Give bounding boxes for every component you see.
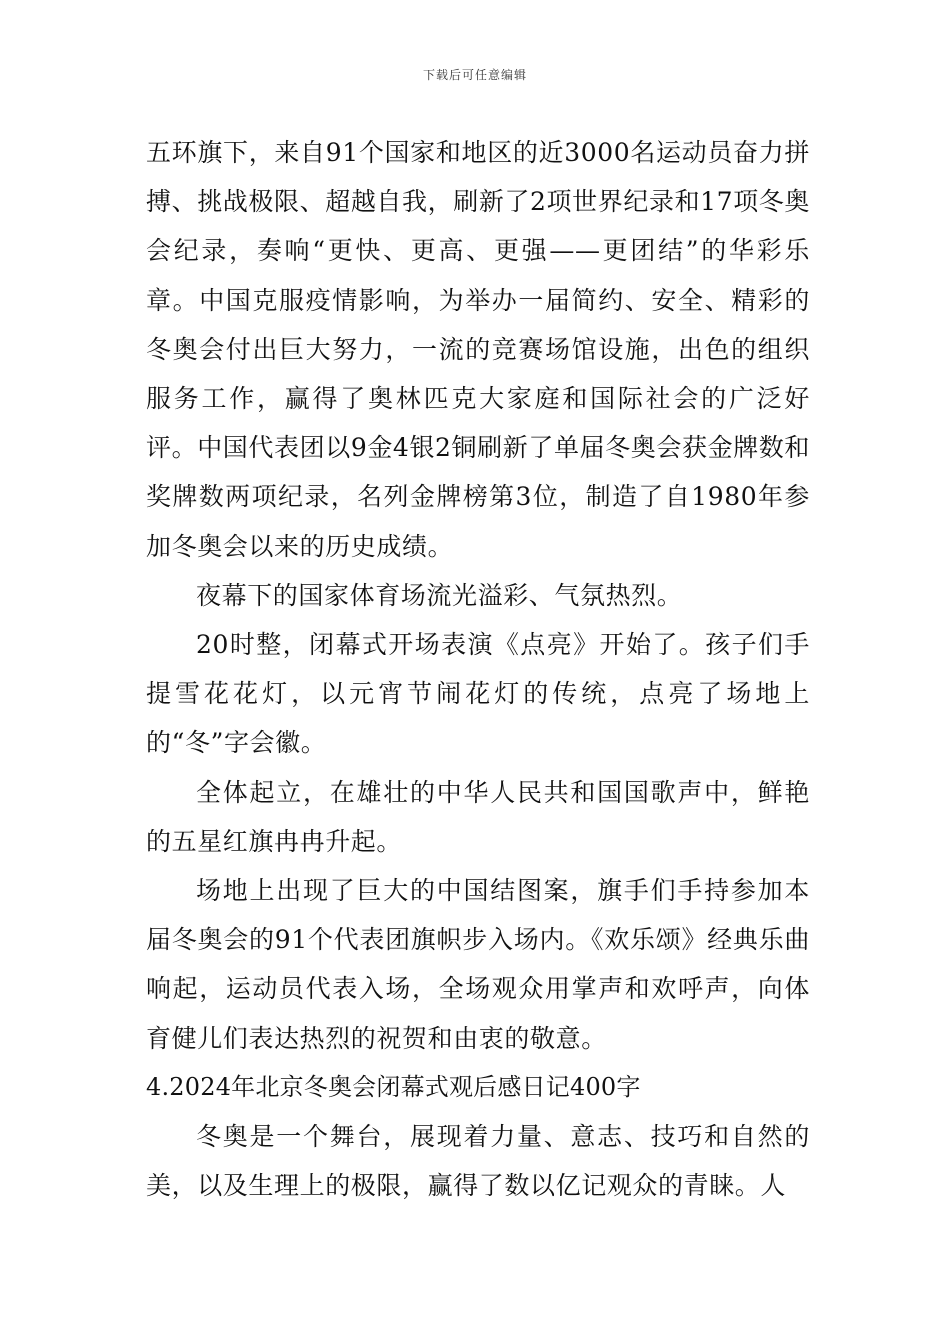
paragraph-medal-summary: 五环旗下，来自91个国家和地区的近3000名运动员奋力拼搏、挑战极限、超越自我，刷新了2项世界纪录和17项冬奥会纪录，奏响“更快、更高、更强——更团结”的华彩乐章。中国克服疫情影响，为举办一届简约、安全、精彩的冬奥会付出巨大努力，一流的竞赛场馆设施，出色的组织服务工作，赢得了奥林匹克大家庭和国际社会的广泛好评。中国代表团以9金4银2铜刷新了单届冬奥会获金牌数和奖牌数两项纪录，名列金牌榜第3位，制造了自1980年参加冬奥会以来的历史成绩。 [146,138,810,561]
document-body [146,128,810,1210]
section-heading: 4.2024年北京冬奥会闭幕式观后感日记400字 [146,1072,641,1101]
paragraph-opening-show: 20时整，闭幕式开场表演《点亮》开始了。孩子们手提雪花花灯，以元宵节闹花灯的传统，点亮了场地上的“冬”字会徽。 [146,630,810,758]
paragraph-athletes-entry: 场地上出现了巨大的中国结图案，旗手们手持参加本届冬奥会的91个代表团旗帜步入场内。《欢乐颂》经典乐曲响起，运动员代表入场，全场观众用掌声和欢呼声，向体育健儿们表达热烈的祝贺和由衷的敬意。 [146,876,810,1053]
paragraph-winter-olympics-stage: 冬奥是一个舞台，展现着力量、意志、技巧和自然的美，以及生理上的极限，赢得了数以亿记观众的青睐。人 [146,1122,810,1201]
page-header-note: 下载后可任意编辑 [422,68,527,82]
paragraph-national-anthem: 全体起立，在雄壮的中华人民共和国国歌声中，鲜艳的五星红旗冉冉升起。 [146,777,810,856]
paragraph-stadium: 夜幕下的国家体育场流光溢彩、气氛热烈。 [196,580,683,610]
